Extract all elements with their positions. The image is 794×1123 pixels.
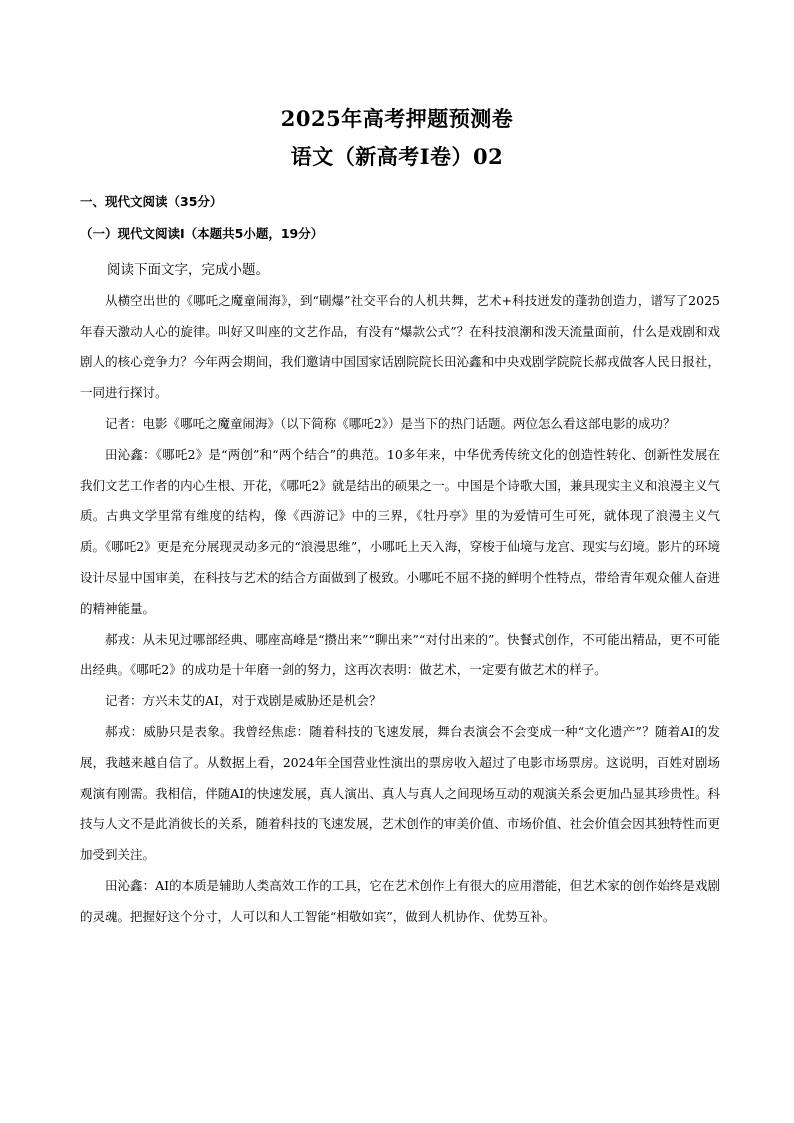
passage-paragraph: 从横空出世的《哪吒之魔童闹海》，到“刷爆”社交平台的人机共舞，艺术+科技迸发的蓬勃创造力，谱写了2025年春天激动人心的旋律。叫好又叫座的文艺作品，有没有“爆款公式”？在科技浪潮和泼天流量面前，什么是戏剧和戏剧人的核心竞争力？今年两会期间，我们邀请中国国家话剧院院长田沁鑫和中央戏剧学院院长郝戎做客人民日报社，一同进行探讨。 [80, 292, 720, 401]
passage-paragraph: 郝戎：从未见过哪部经典、哪座高峰是“攒出来”“聊出来”“对付出来的”。快餐式创作，不可能出精品，更不可能出经典。《哪吒2》的成功是十年磨一剑的努力，这再次表明：做艺术，一定要有做艺术的样子。 [80, 631, 720, 678]
passage-paragraph: 记者：方兴未艾的AI，对于戏剧是威胁还是机会？ [105, 693, 382, 709]
reading-passage [80, 255, 720, 933]
section-heading-1-1: （一）现代文阅读Ⅰ（本题共5小题，19分） [80, 226, 324, 241]
instruction-paragraph: 阅读下面文字，完成小题。 [107, 262, 269, 278]
passage-paragraph: 郝戎：威胁只是表象。我曾经焦虑：随着科技的飞速发展，舞台表演会不会变成一种“文化遗产”？随着AI的发展，我越来越自信了。从数据上看，2024年全国营业性演出的票房收入超过了电影市场票房。这说明，百姓对剧场观演有刚需。我相信，伴随AI的快速发展，真人演出、真人与真人之间现场互动的观演关系会更加凸显其珍贵性。科技与人文不是此消彼长的关系，随着科技的飞速发展，艺术创作的审美价值、市场价值、社会价值会因其独特性而更加受到关注。 [80, 723, 720, 863]
passage-paragraph: 记者：电影《哪吒之魔童闹海》（以下简称《哪吒2》）是当下的热门话题。两位怎么看这部电影的成功？ [105, 415, 676, 431]
section-heading-1: 一、现代文阅读（35分） [80, 194, 223, 209]
page-title: 2025年高考押题预测卷 [280, 106, 514, 131]
passage-paragraph: 田沁鑫：AI的本质是辅助人类高效工作的工具，它在艺术创作上有很大的应用潜能，但艺术家的创作始终是戏剧的灵魂。把握好这个分寸，人可以和人工智能“相敬如宾”，做到人机协作、优势互补。 [80, 877, 720, 924]
page-subtitle: 语文（新高考Ⅰ卷）02 [290, 144, 504, 169]
passage-paragraph: 田沁鑫：《哪吒2》是“两创”和“两个结合”的典范。10多年来，中华优秀传统文化的创造性转化、创新性发展在我们文艺工作者的内心生根、开花，《哪吒2》就是结出的硕果之一。中国是个诗歌大国，兼具现实主义和浪漫主义气质。古典文学里常有维度的结构，像《西游记》中的三界，《牡丹亭》里的为爱情可生可死，就体现了浪漫主义气质。《哪吒2》更是充分展现灵动多元的“浪漫思维”，小哪吒上天入海，穿梭于仙境与龙宫、现实与幻境。影片的环境设计尽显中国审美，在科技与艺术的结合方面做到了极致。小哪吒不屈不挠的鲜明个性特点，带给青年观众催人奋进的精神能量。 [80, 446, 720, 616]
